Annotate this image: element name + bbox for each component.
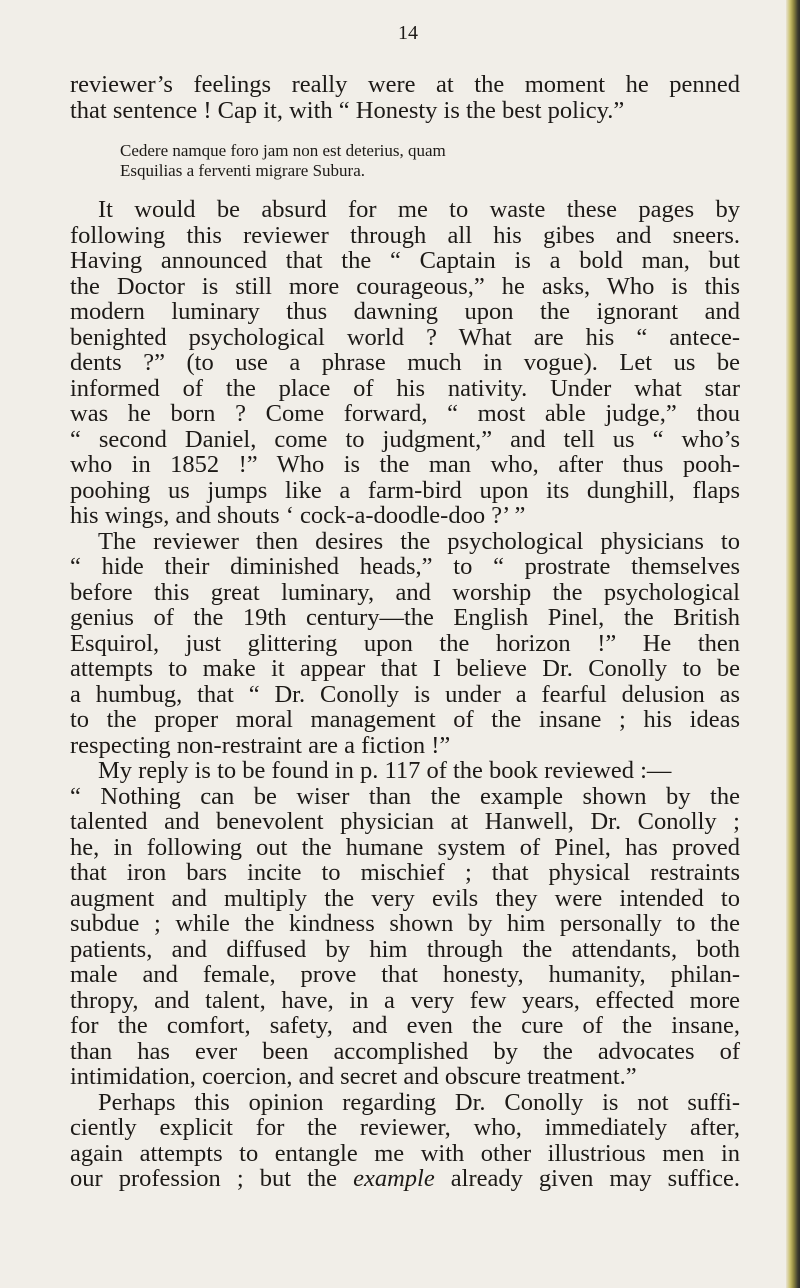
- page-body: [70, 72, 740, 1192]
- paragraph-3: [70, 758, 740, 1090]
- text-line: augment and multiply the very evils they were intended to: [70, 884, 740, 912]
- text-line: a humbug, that “ Dr. Conolly is under a fearful delusion as: [70, 680, 740, 708]
- text-line: again attempts to entangle me with other illustrious men in: [70, 1139, 740, 1167]
- paragraph-4: [70, 1090, 740, 1192]
- intro-paragraph: [70, 72, 740, 123]
- text-line: was he born ? Come forward, “ most able judge,” thou: [70, 400, 740, 427]
- text-line: that sentence ! Cap it, with “ Honesty is the best policy.”: [70, 96, 625, 124]
- text-line: to the proper moral management of the insane ; his ideas: [70, 706, 740, 733]
- latin-quotation: [70, 141, 740, 181]
- quote-line: Cedere namque foro jam non est deterius, quam: [120, 141, 446, 160]
- paragraph-1: [70, 197, 740, 529]
- text-line: respecting non-restraint are a fiction !”: [70, 731, 451, 759]
- text-line: “ Nothing can be wiser than the example shown by the: [70, 782, 740, 810]
- text-line-final: [70, 1166, 740, 1192]
- text-line: who in 1852 !” Who is the man who, after thus pooh-: [70, 451, 740, 478]
- text-line: the Doctor is still more courageous,” he asks, Who is this: [70, 272, 740, 300]
- text-line: It would be absurd for me to waste these pages by: [98, 196, 740, 223]
- text-line: dents ?” (to use a phrase much in vogue). Let us be: [70, 349, 740, 376]
- text-line: his wings, and shouts ‘ cock-a-doodle-doo ?’ ”: [70, 502, 526, 529]
- text-line: benighted psychological world ? What are his “ antece-: [70, 323, 740, 351]
- text-line: thropy, and talent, have, in a very few years, effected more: [70, 986, 740, 1014]
- text-line: male and female, prove that honesty, humanity, philan-: [70, 961, 740, 988]
- text-line: My reply is to be found in p. 117 of the book reviewed :—: [98, 757, 672, 784]
- text-line: intimidation, coercion, and secret and obscure treatment.”: [70, 1063, 637, 1090]
- text-line: following this reviewer through all his gibes and sneers.: [70, 221, 740, 249]
- text-line: Perhaps this opinion regarding Dr. Conolly is not suffi-: [98, 1088, 740, 1116]
- text-line: genius of the 19th century—the English Pinel, the British: [70, 604, 740, 631]
- text-line: talented and benevolent physician at Hanwell, Dr. Conolly ;: [70, 808, 740, 835]
- text-line: reviewer’s feelings really were at the moment he penned: [70, 71, 740, 98]
- text-segment: already given may suffice.: [434, 1165, 740, 1192]
- text-line: for the comfort, safety, and even the cure of the insane,: [70, 1012, 740, 1039]
- text-line: Esquirol, just glittering upon the horizon !” He then: [70, 629, 740, 657]
- text-line: poohing us jumps like a farm-bird upon its dunghill, flaps: [70, 476, 740, 504]
- text-line: modern luminary thus dawning upon the ignorant and: [70, 298, 740, 325]
- text-line: The reviewer then desires the psychological physicians to: [98, 527, 740, 555]
- text-line: informed of the place of his nativity. Under what star: [70, 374, 740, 402]
- page-edge-binding: [786, 0, 800, 1288]
- text-line: he, in following out the humane system of Pinel, has proved: [70, 833, 740, 861]
- text-line: than has ever been accomplished by the advocates of: [70, 1037, 740, 1065]
- text-segment: our profession ; but the: [70, 1165, 354, 1192]
- text-line: Having announced that the “ Captain is a bold man, but: [70, 247, 740, 274]
- text-line: patients, and diffused by him through the attendants, both: [70, 935, 740, 963]
- text-line: subdue ; while the kindness shown by him personally to the: [70, 910, 740, 937]
- text-line: “ second Daniel, come to judgment,” and tell us “ who’s: [70, 425, 740, 453]
- text-line: attempts to make it appear that I believe Dr. Conolly to be: [70, 655, 740, 682]
- text-line: that iron bars incite to mischief ; that physical restraints: [70, 859, 740, 886]
- quote-line: Esquilias a ferventi migrare Subura.: [120, 161, 366, 180]
- italic-word: example: [353, 1165, 435, 1192]
- text-line: “ hide their diminished heads,” to “ prostrate themselves: [70, 553, 740, 580]
- page-number: 14: [398, 22, 418, 44]
- text-line: ciently explicit for the reviewer, who, immediately after,: [70, 1114, 740, 1141]
- paragraph-2: [70, 529, 740, 759]
- text-line: before this great luminary, and worship the psychological: [70, 578, 740, 606]
